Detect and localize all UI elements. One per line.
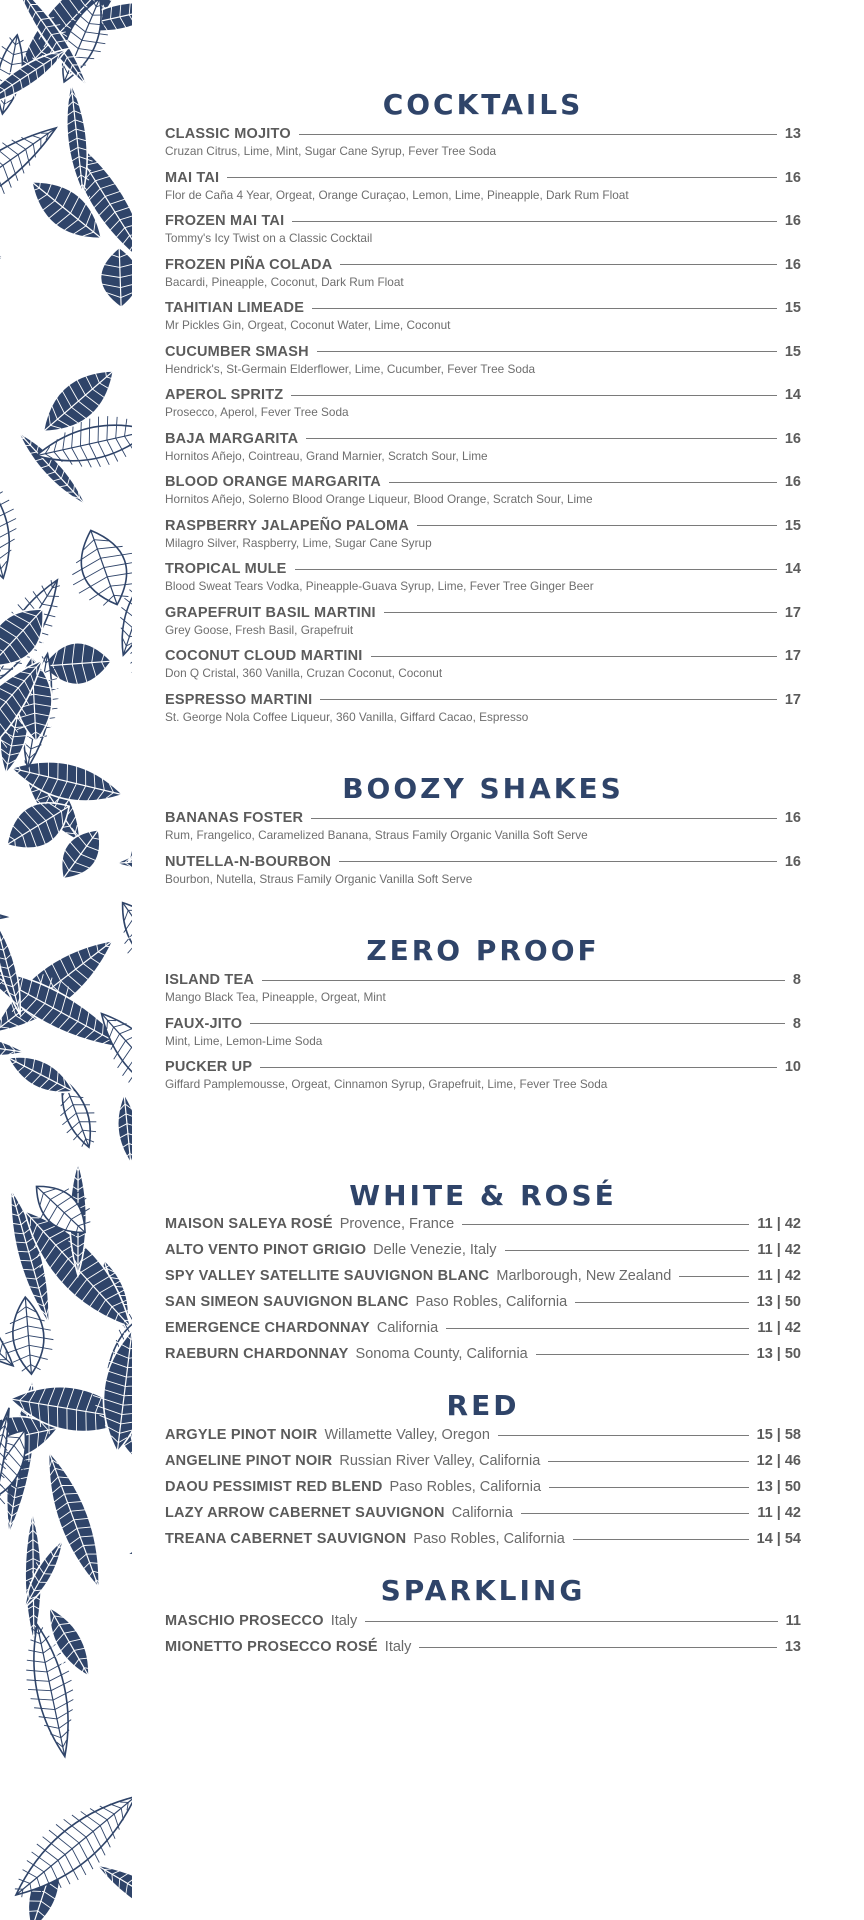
item-description: Hornitos Añejo, Solerno Blood Orange Liqueur, Blood Orange, Scratch Sour, Lime [165, 492, 593, 506]
item-name: DAOU PESSIMIST RED BLEND [165, 1479, 383, 1495]
item-name: ALTO VENTO PINOT GRIGIO [165, 1242, 367, 1258]
item-origin: California [451, 1505, 513, 1521]
menu-item-row [165, 559, 801, 579]
item-name: MASCHIO PROSECCO [165, 1613, 324, 1629]
dot-leader-line [311, 818, 777, 819]
dot-leader-line [340, 264, 776, 265]
item-price: 13 | 50 [756, 1294, 801, 1310]
menu-item-row [165, 1292, 801, 1312]
menu-item-row [165, 255, 801, 275]
item-origin: Provence, France [339, 1216, 455, 1232]
item-price: 11 | 42 [757, 1320, 801, 1336]
item-description: Rum, Frangelico, Caramelized Banana, Straus Family Organic Vanilla Soft Serve [165, 828, 588, 842]
menu-item-row [165, 342, 801, 362]
section-title: BOOZY SHAKES [342, 772, 624, 805]
menu-item [165, 559, 801, 593]
menu-item-row [165, 690, 801, 710]
dot-leader-line [549, 1487, 749, 1488]
item-origin: Paso Robles, California [389, 1479, 542, 1495]
item-name: APEROL SPRITZ [165, 387, 284, 403]
item-price: 17 [784, 648, 801, 664]
item-origin: Paso Robles, California [415, 1294, 568, 1310]
section-title: SPARKLING [380, 1574, 586, 1607]
item-name: MIONETTO PROSECCO ROSÉ [165, 1639, 378, 1655]
item-name: BANANAS FOSTER [165, 810, 304, 826]
item-name: SPY VALLEY SATELLITE SAUVIGNON BLANC [165, 1268, 490, 1284]
item-description: Prosecco, Aperol, Fever Tree Soda [165, 405, 349, 419]
dot-leader-line [262, 980, 785, 981]
item-name: ESPRESSO MARTINI [165, 691, 313, 708]
item-price: 17 [784, 604, 801, 621]
item-price: 11 | 42 [757, 1505, 801, 1521]
menu-item-row [165, 472, 801, 492]
menu-item [165, 472, 801, 506]
dot-leader-line [679, 1276, 749, 1277]
item-name: FAUX-JITO [165, 1015, 243, 1032]
section-title: WHITE & ROSÉ [349, 1179, 617, 1212]
item-description: Tommy's Icy Twist on a Classic Cocktail [165, 231, 373, 245]
dot-leader-line [260, 1067, 777, 1068]
item-price: 16 [784, 853, 801, 870]
item-description: Hornitos Añejo, Cointreau, Grand Marnier, Scratch Sour, Lime [165, 448, 488, 463]
item-price: 13 [784, 126, 801, 142]
item-description: Don Q Cristal, 360 Vanilla, Cruzan Coconut, Coconut [165, 666, 443, 680]
dot-leader-line [299, 134, 777, 135]
dot-leader-line [306, 438, 777, 439]
leaf-icon [102, 888, 132, 987]
item-origin: California [376, 1320, 439, 1336]
item-name: FROZEN MAI TAI [165, 213, 285, 229]
item-name: GRAPEFRUIT BASIL MARTINI [165, 604, 376, 621]
dot-leader-line [446, 1328, 749, 1329]
menu-item-row [165, 516, 801, 536]
leaf-icon [125, 1210, 132, 1296]
item-price: 13 | 50 [756, 1479, 801, 1495]
dot-leader-line [312, 308, 777, 309]
dot-leader-line [295, 569, 777, 570]
item-description: Milagro Silver, Raspberry, Lime, Sugar Cane Syrup [165, 535, 432, 550]
menu-item [165, 1344, 801, 1364]
menu-item-row [165, 124, 801, 144]
item-origin: Italy [384, 1639, 412, 1655]
item-price: 8 [792, 972, 801, 988]
menu-item [165, 1503, 801, 1523]
item-price: 17 [784, 691, 801, 708]
item-price: 16 [784, 256, 801, 273]
dot-leader-line [573, 1539, 749, 1540]
menu-item [165, 1611, 801, 1631]
item-name: LAZY ARROW CABERNET SAUVIGNON [165, 1505, 445, 1521]
leaf-pattern-svg [0, 0, 132, 1920]
menu-item-row [165, 852, 801, 872]
item-name: NUTELLA-N-BOURBON [165, 853, 332, 870]
item-name: TAHITIAN LIMEADE [165, 300, 305, 316]
leaf-icon [87, 1848, 132, 1920]
section-title: COCKTAILS [382, 88, 584, 121]
menu-item-row [165, 1529, 801, 1549]
item-name: TREANA CABERNET SAUVIGNON [165, 1531, 407, 1547]
dot-leader-line [505, 1250, 750, 1251]
leaf-icon [0, 1774, 132, 1917]
leaf-icon [129, 1515, 132, 1566]
menu-item [165, 1240, 801, 1260]
dot-leader-line [575, 1302, 748, 1303]
item-description: Bourbon, Nutella, Straus Family Organic Vanilla Soft Serve [165, 871, 473, 886]
dot-leader-line [536, 1354, 749, 1355]
section-title: ZERO PROOF [366, 934, 600, 967]
menu-item [165, 852, 801, 886]
item-name: EMERGENCE CHARDONNAY [165, 1320, 370, 1336]
item-price: 15 [784, 300, 801, 316]
dot-leader-line [462, 1224, 749, 1225]
dot-leader-line [292, 221, 777, 222]
item-price: 11 | 42 [757, 1216, 801, 1232]
dot-leader-line [317, 351, 777, 352]
menu-item-row [165, 1611, 801, 1631]
item-name: RASPBERRY JALAPEÑO PALOMA [165, 517, 410, 534]
leaf-icon [109, 1093, 132, 1165]
dot-leader-line [320, 699, 776, 700]
item-origin: Willamette Valley, Oregon [324, 1427, 490, 1443]
menu-item [165, 690, 801, 724]
item-origin: Italy [330, 1613, 358, 1629]
leaf-icon [58, 519, 132, 617]
menu-item-row [165, 1451, 801, 1471]
menu-item-row [165, 1057, 801, 1077]
item-name: ANGELINE PINOT NOIR [165, 1453, 333, 1469]
item-price: 8 [792, 1015, 801, 1032]
menu-item-row [165, 1266, 801, 1286]
item-name: MAI TAI [165, 169, 220, 186]
item-name: MAISON SALEYA ROSÉ [165, 1216, 333, 1232]
item-price: 14 [784, 387, 801, 403]
item-description: Blood Sweat Tears Vodka, Pineapple-Guava Syrup, Lime, Fever Tree Ginger Beer [165, 579, 594, 593]
item-name: BLOOD ORANGE MARGARITA [165, 474, 381, 490]
item-price: 16 [784, 474, 801, 490]
menu-item [165, 298, 801, 332]
menu-item [165, 970, 801, 1004]
tropical-leaves-pattern-icon [0, 0, 132, 1920]
item-price: 14 | 54 [756, 1531, 801, 1547]
menu-item-row [165, 1425, 801, 1445]
item-name: CUCUMBER SMASH [165, 343, 309, 360]
item-origin: Sonoma County, California [355, 1346, 528, 1362]
menu-item-row [165, 1637, 801, 1657]
item-name: FROZEN PIÑA COLADA [165, 256, 333, 273]
item-price: 10 [784, 1059, 801, 1075]
menu-item [165, 1014, 801, 1048]
dot-leader-line [419, 1647, 776, 1648]
item-price: 13 | 50 [756, 1346, 801, 1362]
item-name: ISLAND TEA [165, 972, 254, 988]
menu-item-row [165, 211, 801, 231]
dot-leader-line [417, 525, 777, 526]
dot-leader-line [521, 1513, 749, 1514]
item-name: BAJA MARGARITA [165, 430, 299, 447]
item-name: SAN SIMEON SAUVIGNON BLANC [165, 1294, 409, 1310]
menu-item-row [165, 603, 801, 623]
menu-item [165, 255, 801, 289]
menu-item [165, 516, 801, 550]
menu-item-row [165, 385, 801, 405]
item-price: 15 | 58 [756, 1427, 801, 1443]
menu-item-row [165, 1214, 801, 1234]
item-description: Mango Black Tea, Pineapple, Orgeat, Mint [165, 990, 386, 1004]
menu-item [165, 1292, 801, 1312]
menu-item [165, 1637, 801, 1657]
menu-item-row [165, 298, 801, 318]
menu-item-row [165, 1503, 801, 1523]
menu-item-row [165, 808, 801, 828]
menu-item [165, 1477, 801, 1497]
menu-item [165, 385, 801, 419]
dot-leader-line [498, 1435, 749, 1436]
menu-item [165, 1318, 801, 1338]
menu-item [165, 646, 801, 680]
dot-leader-line [389, 482, 777, 483]
item-price: 11 | 42 [757, 1268, 801, 1284]
item-name: TROPICAL MULE [165, 561, 287, 577]
item-price: 16 [784, 169, 801, 186]
dot-leader-line [371, 656, 777, 657]
menu-item [165, 342, 801, 376]
item-origin: Marlborough, New Zealand [496, 1268, 672, 1284]
dot-leader-line [339, 861, 777, 862]
dot-leader-line [384, 612, 777, 613]
menu-item [165, 808, 801, 842]
item-price: 15 [784, 517, 801, 534]
item-price: 14 [784, 561, 801, 577]
menu-item [165, 1266, 801, 1286]
menu-item [165, 1425, 801, 1445]
menu-item [165, 429, 801, 463]
menu-item [165, 124, 801, 158]
item-price: 16 [784, 430, 801, 447]
menu-item-row [165, 1344, 801, 1364]
item-price: 12 | 46 [756, 1453, 801, 1469]
menu-item-row [165, 646, 801, 666]
menu-item-row [165, 970, 801, 990]
menu-item [165, 1451, 801, 1471]
menu-item-row [165, 1318, 801, 1338]
item-description: Bacardi, Pineapple, Coconut, Dark Rum Float [165, 274, 404, 289]
item-price: 16 [784, 213, 801, 229]
menu-item [165, 603, 801, 637]
item-origin: Paso Robles, California [413, 1531, 565, 1547]
item-name: PUCKER UP [165, 1059, 253, 1075]
leaf-icon [85, 1326, 132, 1456]
menu-item [165, 1529, 801, 1549]
dot-leader-line [291, 395, 777, 396]
menu-item-row [165, 1014, 801, 1034]
item-description: Giffard Pamplemousse, Orgeat, Cinnamon Syrup, Grapefruit, Lime, Fever Tree Soda [165, 1077, 608, 1091]
item-description: Mint, Lime, Lemon-Lime Soda [165, 1033, 323, 1048]
item-description: St. George Nola Coffee Liqueur, 360 Vanilla, Giffard Cacao, Espresso [165, 709, 529, 724]
menu-item [165, 1214, 801, 1234]
leaf-icon [0, 467, 29, 584]
item-price: 11 [785, 1613, 801, 1629]
leaf-icon [88, 246, 132, 308]
item-name: CLASSIC MOJITO [165, 126, 291, 142]
leaf-icon [0, 222, 4, 290]
item-description: Grey Goose, Fresh Basil, Grapefruit [165, 622, 354, 637]
menu-item-row [165, 429, 801, 449]
dot-leader-line [365, 1621, 777, 1622]
item-description: Cruzan Citrus, Lime, Mint, Sugar Cane Syrup, Fever Tree Soda [165, 144, 497, 158]
item-origin: Delle Venezie, Italy [373, 1242, 497, 1258]
dot-leader-line [227, 177, 777, 178]
dot-leader-line [548, 1461, 748, 1462]
item-name: ARGYLE PINOT NOIR [165, 1427, 318, 1443]
menu-item [165, 168, 801, 202]
dot-leader-line [250, 1023, 785, 1024]
section-title: RED [446, 1389, 520, 1422]
menu-item-row [165, 1477, 801, 1497]
item-description: Flor de Caña 4 Year, Orgeat, Orange Curaçao, Lemon, Lime, Pineapple, Dark Rum Float [165, 187, 629, 202]
menu-item [165, 211, 801, 245]
menu-item [165, 1057, 801, 1091]
item-description: Mr Pickles Gin, Orgeat, Coconut Water, Lime, Coconut [165, 318, 451, 332]
item-origin: Russian River Valley, California [339, 1453, 541, 1469]
item-price: 11 | 42 [757, 1242, 801, 1258]
menu-item-row [165, 1240, 801, 1260]
item-description: Hendrick's, St-Germain Elderflower, Lime, Cucumber, Fever Tree Soda [165, 361, 536, 376]
item-name: RAEBURN CHARDONNAY [165, 1346, 349, 1362]
leaf-icon [0, 901, 7, 928]
item-price: 15 [784, 343, 801, 360]
item-name: COCONUT CLOUD MARTINI [165, 648, 363, 664]
menu-item-row [165, 168, 801, 188]
item-price: 16 [784, 810, 801, 826]
item-price: 13 [784, 1639, 801, 1655]
